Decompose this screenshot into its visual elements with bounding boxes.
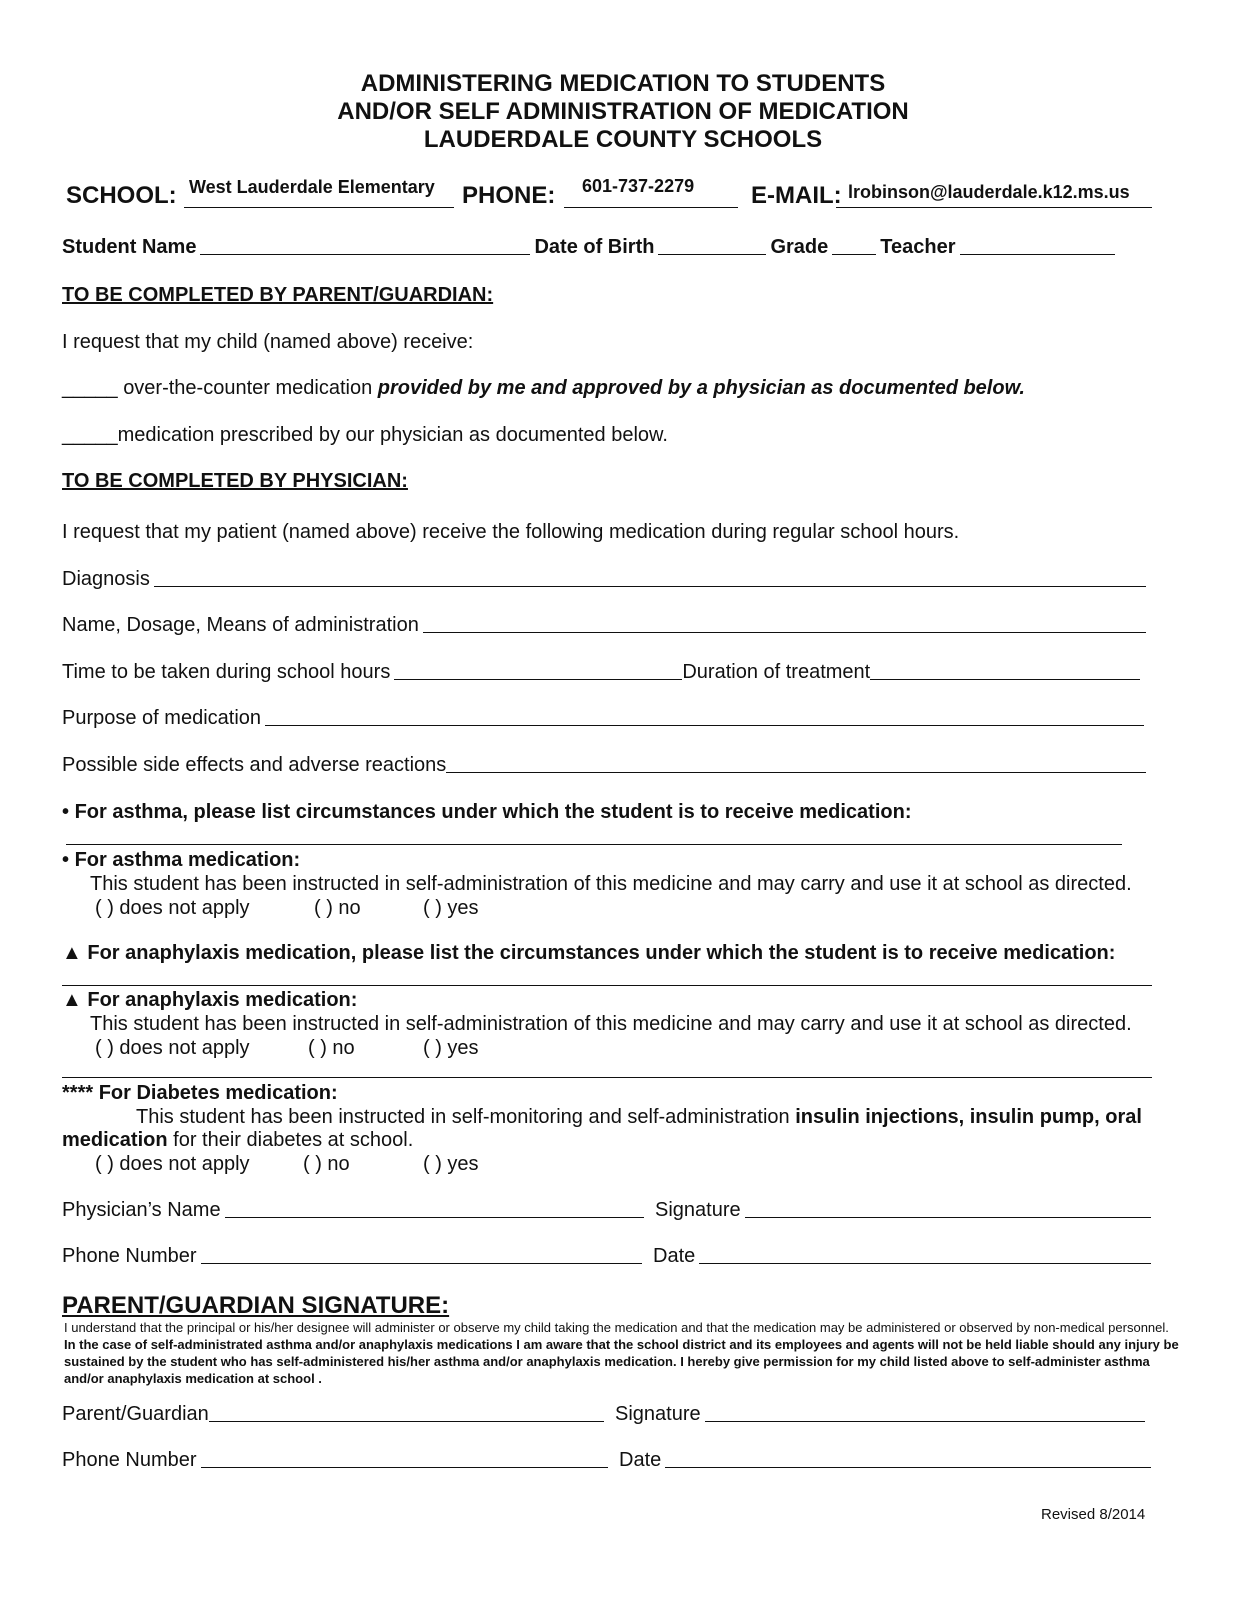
dob-field[interactable]	[658, 254, 766, 255]
side-effects-label: Possible side effects and adverse reactions	[62, 754, 447, 776]
student-row	[62, 236, 1142, 259]
diagnosis-label: Diagnosis	[62, 568, 150, 590]
duration-label: Duration of treatment	[682, 661, 871, 683]
otc-blank[interactable]: _____	[62, 377, 118, 399]
side-effects-field[interactable]	[446, 772, 1146, 773]
diabetes-text-line1: This student has been instructed in self-monitoring and self-administration insulin injections, insulin pump, oral	[136, 1106, 1142, 1128]
diabetes-text-line2: medication for their diabetes at school.	[62, 1129, 414, 1151]
phone-label: PHONE:	[462, 182, 556, 209]
revised-date: Revised 8/2014	[1041, 1506, 1146, 1523]
prescribed-option	[62, 424, 668, 447]
anaphylaxis-option-not-apply[interactable]: ( ) does not apply	[95, 1037, 250, 1059]
physician-signature-label: Signature	[655, 1199, 741, 1221]
physician-signature-field[interactable]	[745, 1217, 1151, 1218]
anaphylaxis-option-yes[interactable]: ( ) yes	[423, 1037, 479, 1059]
asthma-circumstances: • For asthma, please list circumstances under which the student is to receive medication:	[62, 801, 912, 823]
school-value[interactable]: West Lauderdale Elementary	[189, 177, 435, 197]
dosage-field[interactable]	[423, 632, 1146, 633]
otc-option	[62, 377, 1025, 400]
time-row	[62, 661, 1140, 684]
physician-request-text: I request that my patient (named above) receive the following medication during regular school hours.	[62, 521, 960, 543]
asthma-option-no[interactable]: ( ) no	[314, 897, 361, 919]
asthma-text: This student has been instructed in self-administration of this medicine and may carry and use it at school as directed.	[90, 873, 1132, 895]
parent-phone-label: Phone Number	[62, 1449, 197, 1471]
prescribed-blank[interactable]: _____	[62, 424, 118, 446]
school-label: SCHOOL:	[66, 182, 177, 209]
teacher-field[interactable]	[960, 254, 1115, 255]
parent-section-heading: TO BE COMPLETED BY PARENT/GUARDIAN:	[62, 284, 494, 306]
diagnosis-row	[62, 568, 1146, 591]
purpose-row	[62, 707, 1144, 730]
physician-phone-field[interactable]	[201, 1263, 642, 1264]
grade-field[interactable]	[832, 254, 876, 255]
physician-phone-label: Phone Number	[62, 1245, 197, 1267]
triangle-bullet-icon-2: ▲	[62, 989, 82, 1011]
student-name-label: Student Name	[62, 236, 197, 258]
physician-date-row	[653, 1245, 1151, 1268]
student-name-field[interactable]	[200, 254, 530, 255]
purpose-field[interactable]	[265, 725, 1144, 726]
purpose-label: Purpose of medication	[62, 707, 262, 729]
dosage-row	[62, 614, 1146, 637]
parent-signature-row	[615, 1403, 1145, 1426]
email-value[interactable]: lrobinson@lauderdale.k12.ms.us	[848, 182, 1130, 202]
parent-request-text: I request that my child (named above) receive:	[62, 331, 474, 353]
grade-label: Grade	[770, 236, 829, 258]
asthma-circumstances-field[interactable]	[66, 844, 1122, 845]
anaphylaxis-circumstances-field[interactable]	[62, 985, 1152, 986]
form-title-line1: ADMINISTERING MEDICATION TO STUDENTS	[360, 70, 886, 97]
parent-phone-row	[62, 1449, 608, 1472]
otc-bold-text: provided by me and approved by a physician as documented below.	[377, 377, 1025, 399]
dob-label: Date of Birth	[534, 236, 655, 258]
physician-name-row	[62, 1199, 644, 1222]
physician-signature-row	[655, 1199, 1151, 1222]
parent-signature-field[interactable]	[705, 1421, 1145, 1422]
parent-statement: I understand that the principal or his/her designee will administer or observe my child taking the medication and that the medication may be administered or observed by non-medical personnel. In the case of self-administrated asthma and/or anaphylaxis medications I am aware that the school district and its employees and agents will not be held liable should any injury be sustained by the student who has self-administered his/her asthma and/or anaphylaxis medication. I hereby give permission for my child listed above to self-administer asthma and/or anaphylaxis medication at school .	[64, 1320, 1179, 1386]
duration-field[interactable]	[870, 679, 1140, 680]
asthma-bullet-icon: •	[62, 801, 70, 823]
parent-signature-heading: PARENT/GUARDIAN SIGNATURE:	[62, 1292, 450, 1319]
side-effects-row	[62, 754, 1146, 777]
otc-text: over-the-counter medication	[123, 377, 373, 399]
parent-name-label: Parent/Guardian	[62, 1403, 209, 1425]
parent-date-row	[619, 1449, 1151, 1472]
asthma-bullet-icon-2: •	[62, 849, 70, 871]
asthma-option-not-apply[interactable]: ( ) does not apply	[95, 897, 250, 919]
physician-name-field[interactable]	[225, 1217, 644, 1218]
physician-date-field[interactable]	[699, 1263, 1151, 1264]
anaphylaxis-option-no[interactable]: ( ) no	[308, 1037, 355, 1059]
form-title-line3: LAUDERDALE COUNTY SCHOOLS	[423, 126, 823, 153]
phone-field-line[interactable]	[564, 207, 738, 208]
parent-name-row	[62, 1403, 604, 1426]
parent-date-field[interactable]	[665, 1467, 1151, 1468]
form-title-line2: AND/OR SELF ADMINISTRATION OF MEDICATION	[337, 98, 909, 125]
diabetes-option-no[interactable]: ( ) no	[303, 1153, 350, 1175]
school-field-line[interactable]	[184, 207, 454, 208]
triangle-bullet-icon: ▲	[62, 942, 82, 964]
diabetes-option-not-apply[interactable]: ( ) does not apply	[95, 1153, 250, 1175]
prescribed-text: medication prescribed by our physician as documented below.	[117, 424, 668, 446]
phone-value[interactable]: 601-737-2279	[582, 176, 695, 196]
diabetes-option-yes[interactable]: ( ) yes	[423, 1153, 479, 1175]
email-field-line[interactable]	[836, 207, 1152, 208]
anaphylaxis-heading: ▲ For anaphylaxis medication:	[62, 989, 358, 1011]
time-field[interactable]	[394, 679, 682, 680]
email-label: E-MAIL:	[751, 182, 842, 209]
dosage-label: Name, Dosage, Means of administration	[62, 614, 419, 636]
anaphylaxis-text: This student has been instructed in self-administration of this medicine and may carry and use it at school as directed.	[90, 1013, 1132, 1035]
parent-name-field[interactable]	[209, 1421, 604, 1422]
teacher-label: Teacher	[880, 236, 956, 258]
physician-phone-row	[62, 1245, 642, 1268]
asthma-heading: • For asthma medication:	[62, 849, 301, 871]
physician-section-heading: TO BE COMPLETED BY PHYSICIAN:	[62, 470, 408, 492]
diagnosis-field[interactable]	[154, 586, 1146, 587]
physician-date-label: Date	[653, 1245, 696, 1267]
parent-phone-field[interactable]	[201, 1467, 608, 1468]
parent-signature-label: Signature	[615, 1403, 701, 1425]
diabetes-heading: **** For Diabetes medication:	[62, 1082, 338, 1104]
anaphylaxis-circumstances: ▲ For anaphylaxis medication, please list the circumstances under which the student is to receive medication:	[62, 942, 1116, 964]
time-label: Time to be taken during school hours	[62, 661, 391, 683]
anaphylaxis-extra-line[interactable]	[62, 1077, 1152, 1078]
asthma-option-yes[interactable]: ( ) yes	[423, 897, 479, 919]
physician-name-label: Physician’s Name	[62, 1199, 221, 1221]
parent-date-label: Date	[619, 1449, 662, 1471]
